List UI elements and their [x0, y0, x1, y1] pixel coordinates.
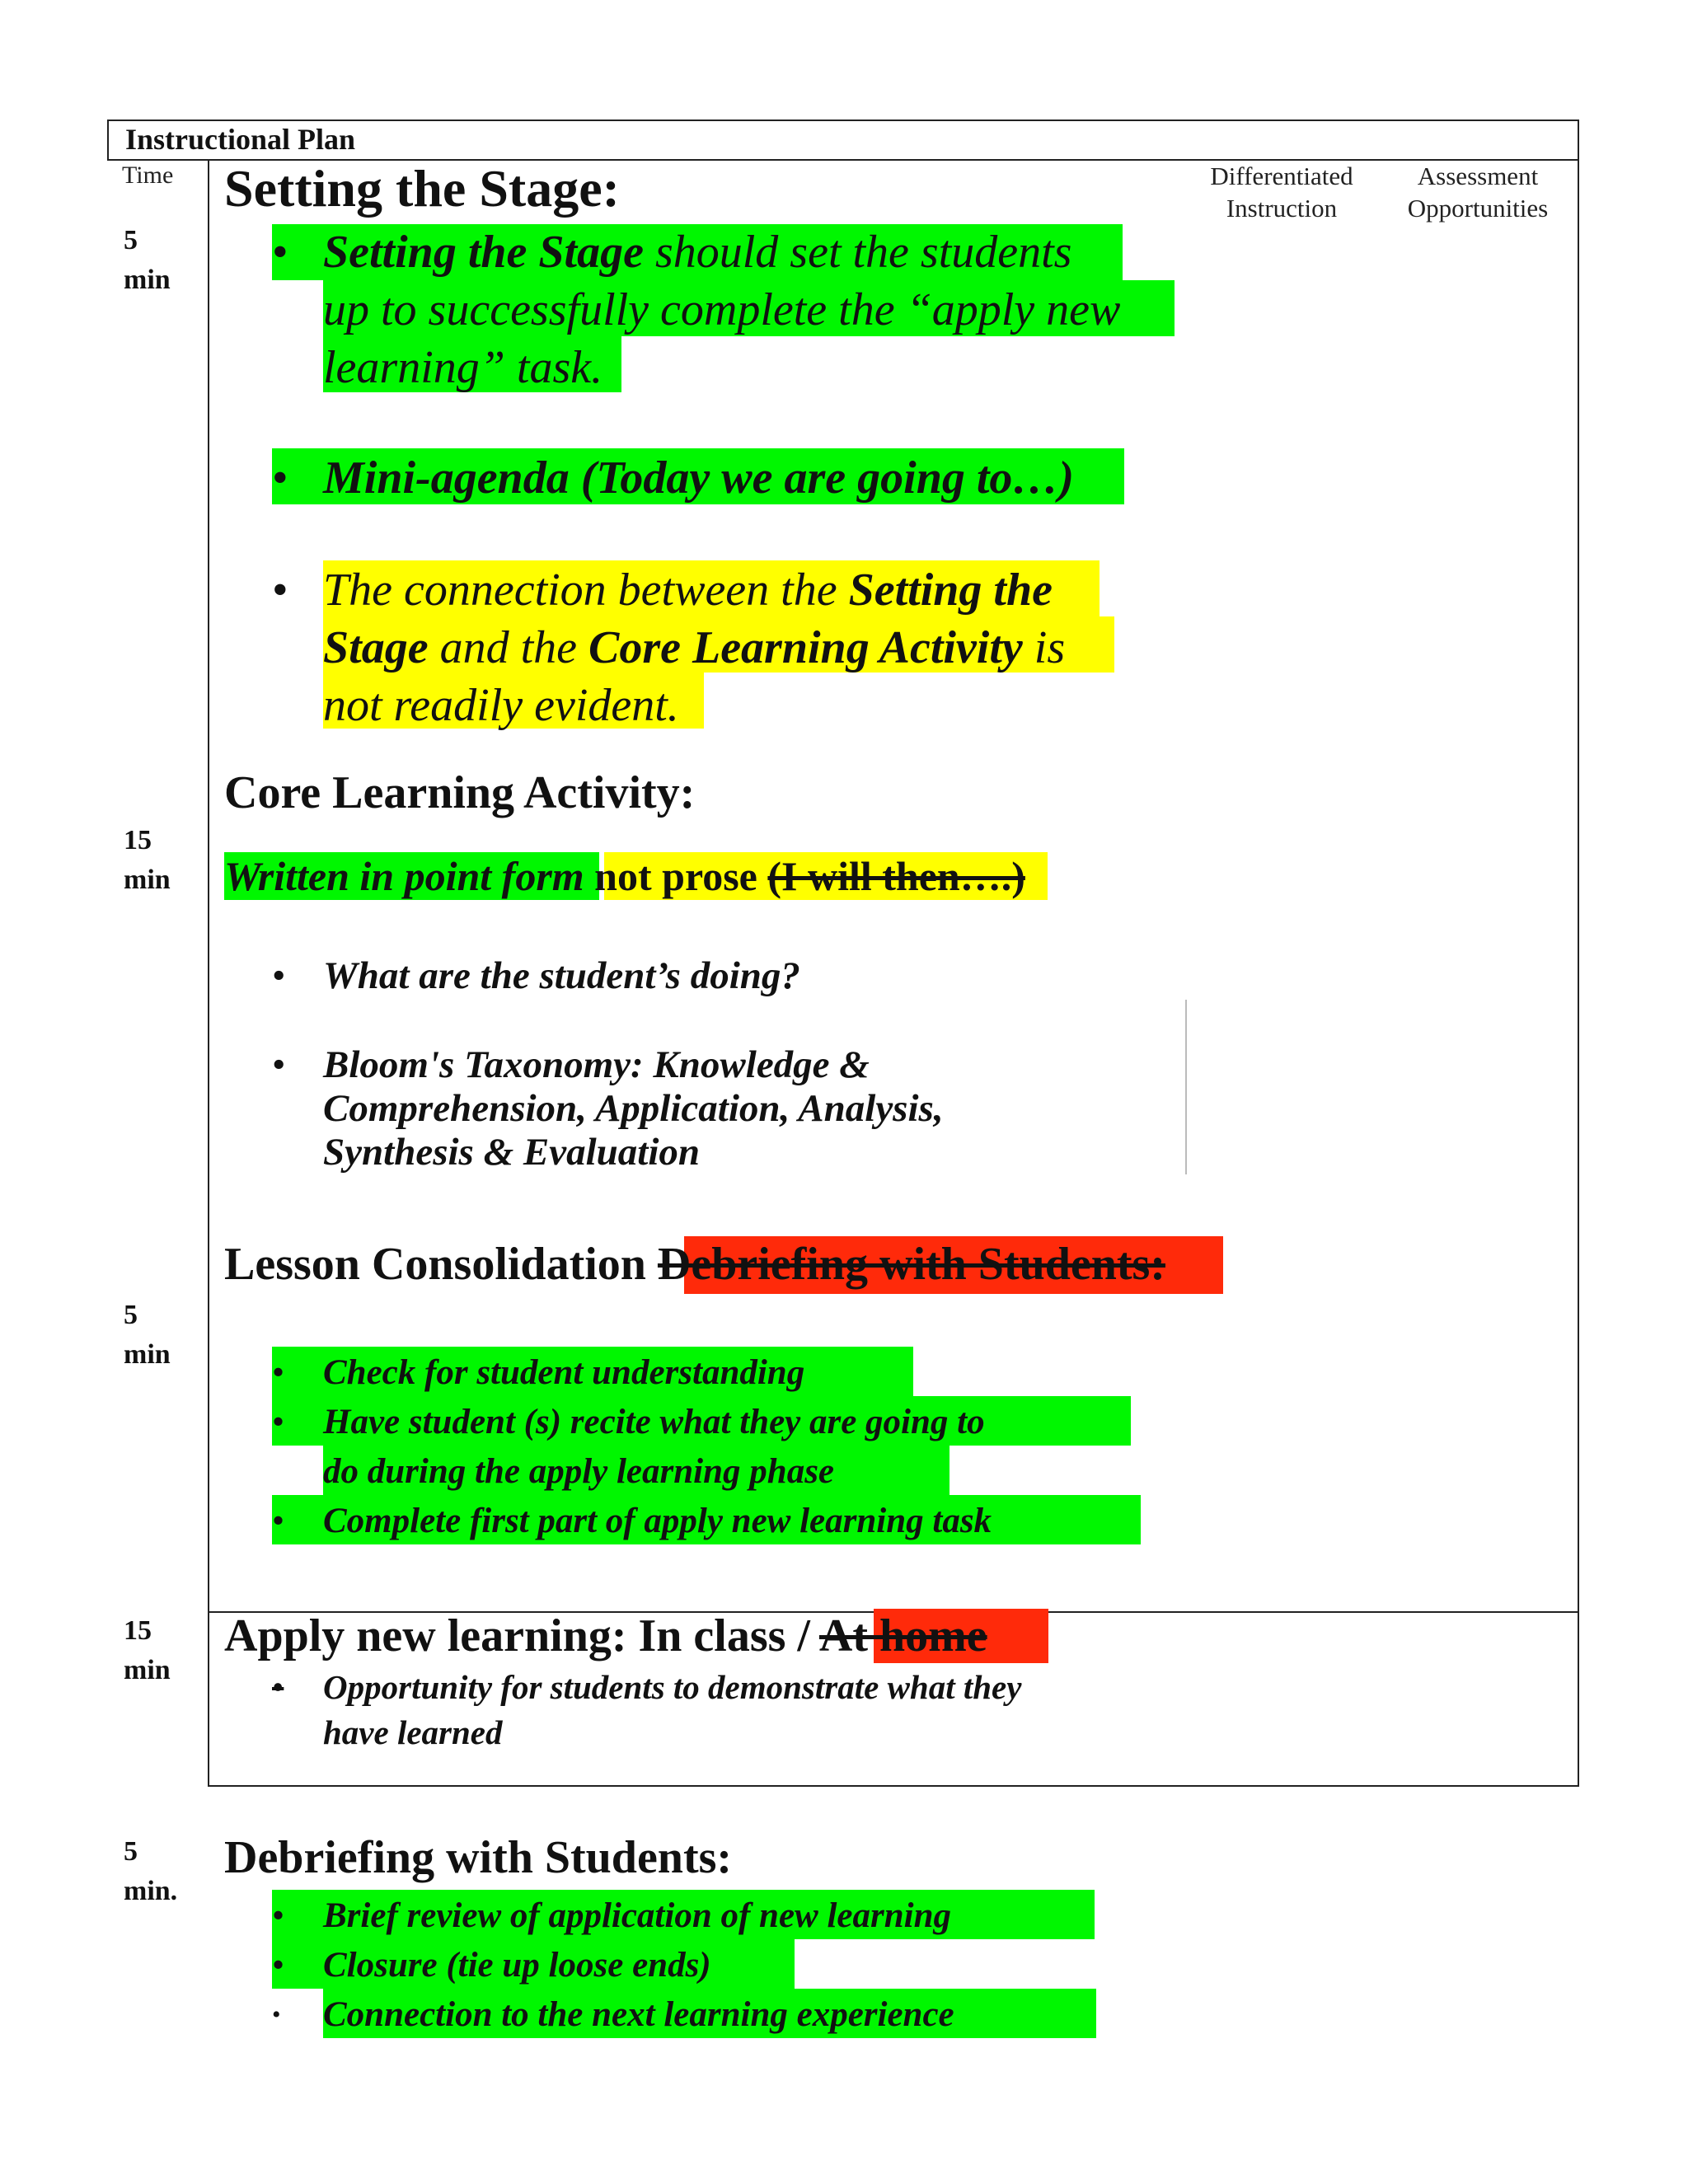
bullet-dot: •: [272, 1946, 285, 1985]
time-core-learning: 15 min: [124, 825, 171, 895]
time-apply-learning: 15 min: [124, 1615, 171, 1685]
core-learning-heading: Core Learning Activity:: [224, 767, 696, 818]
time-debriefing: 5 min.: [124, 1836, 178, 1906]
setting-stage-heading: Setting the Stage:: [224, 159, 620, 218]
debrief-bullets: [272, 1891, 954, 2040]
consolidation-bullets: [272, 1348, 992, 1546]
setting-stage-bullet-3: • The connection between the Setting the Stage and the Core Learning Activity is not readily evident.: [272, 561, 1065, 734]
faint-vertical-rule: [1185, 1000, 1187, 1174]
consolidation-bullet-1: • Check for student understanding: [272, 1348, 992, 1398]
consolidation-bullet-3: • Complete first part of apply new learning task: [272, 1497, 992, 1546]
time-consolidation: 5 min: [124, 1300, 171, 1370]
debriefing-heading: Debriefing with Students:: [224, 1832, 733, 1883]
time-setting-stage: 5 min: [124, 225, 171, 295]
table-left-border: [107, 120, 109, 161]
apply-learning-heading: Apply new learning: In class / At home: [224, 1610, 987, 1661]
bullet-dot: •: [272, 1668, 284, 1706]
core-bullet-2: • Bloom's Taxonomy: Knowledge & Comprehension, Application, Analysis, Synthesis & Evaluation: [272, 1043, 944, 1174]
bullet-dot: •: [272, 1502, 285, 1540]
consolidation-heading: Lesson Consolidation Debriefing with Students:: [224, 1239, 1165, 1290]
bullet-dot: •: [272, 452, 288, 504]
differentiated-instruction-header: Differentiated Instruction: [1210, 162, 1353, 223]
bullet-dot: •: [272, 1353, 285, 1392]
bullet-dot: •: [272, 1043, 286, 1086]
bullet-dot: •: [272, 2001, 281, 2028]
bullet-dot: •: [272, 565, 288, 616]
debrief-bullet-1: • Brief review of application of new learning: [272, 1891, 954, 1941]
time-column-label: Time: [122, 162, 174, 189]
debrief-bullet-2: • Closure (tie up loose ends): [272, 1941, 954, 1990]
assessment-opportunities-header: Assessment Opportunities: [1407, 162, 1549, 223]
bullet-dot: •: [272, 1896, 285, 1935]
table-bottom-border: [208, 1785, 1579, 1787]
apply-bullets: • Opportunity for students to demonstrate what they have learned: [272, 1665, 1021, 1755]
table-right-border: [1578, 120, 1579, 1787]
debrief-bullet-3: • Connection to the next learning experience: [272, 1990, 954, 2040]
bullet-dot: •: [272, 227, 288, 278]
instructional-plan-title: Instructional Plan: [125, 123, 356, 156]
core-note: Written in point form not prose (I will then….): [224, 853, 1025, 899]
bullet-dot: •: [272, 954, 286, 997]
setting-stage-bullet-1-text: • Setting the Stage should set the students up to successfully complete the “apply new learning” task.: [272, 223, 1120, 396]
consolidation-bullet-2: • Have student (s) recite what they are going to do during the apply learning phase: [272, 1398, 992, 1497]
table-top-border: [107, 120, 1579, 121]
bullet-dot: •: [272, 1403, 285, 1441]
content-left-border: [208, 159, 209, 1787]
setting-stage-bullet-2: • Mini-agenda (Today we are going to…): [272, 449, 1074, 507]
core-bullet-1: • What are the student’s doing?: [272, 954, 800, 997]
